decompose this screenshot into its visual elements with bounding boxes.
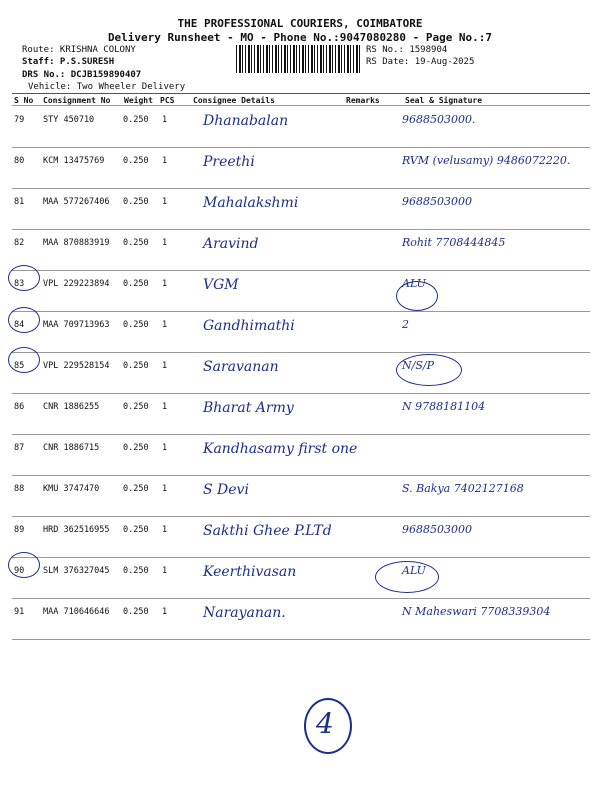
table-row bbox=[0, 271, 600, 312]
row-weight: 0.250 bbox=[123, 484, 149, 494]
row-pcs: 1 bbox=[162, 525, 168, 535]
table-row bbox=[0, 394, 600, 435]
row-weight: 0.250 bbox=[123, 607, 149, 617]
row-weight: 0.250 bbox=[123, 443, 149, 453]
col-consignment: Consignment No bbox=[43, 96, 111, 105]
row-consignment: STY 450710 bbox=[43, 115, 95, 125]
row-pcs: 1 bbox=[162, 484, 168, 494]
row-consignment: VPL 229223894 bbox=[43, 279, 110, 289]
page-mark: 4 bbox=[316, 707, 334, 740]
signature-handwriting: N Maheswari 7708339304 bbox=[402, 605, 551, 618]
stamp-circle bbox=[396, 354, 462, 386]
signature-handwriting: ALU bbox=[402, 564, 426, 577]
table-row bbox=[0, 148, 600, 189]
row-consignment: VPL 229528154 bbox=[43, 361, 110, 371]
drs-label: DRS No.: DCJB159890407 bbox=[22, 70, 142, 80]
row-pcs: 1 bbox=[162, 238, 168, 248]
row-divider bbox=[12, 639, 590, 640]
serial-circle bbox=[8, 552, 40, 578]
consignee-handwriting: Narayanan. bbox=[203, 605, 286, 621]
row-weight: 0.250 bbox=[123, 525, 149, 535]
runsheet-subtitle: Delivery Runsheet - MO - Phone No.:9047080280 - Page No.:7 bbox=[107, 31, 493, 44]
table-row bbox=[0, 189, 600, 230]
company-title: THE PROFESSIONAL COURIERS, COIMBATORE bbox=[177, 17, 423, 30]
row-sno: 88 bbox=[14, 484, 25, 494]
col-pcs: PCS bbox=[160, 96, 175, 105]
row-weight: 0.250 bbox=[123, 402, 149, 412]
row-weight: 0.250 bbox=[123, 115, 149, 125]
serial-circle bbox=[8, 265, 40, 291]
table-row bbox=[0, 599, 600, 640]
row-sno: 87 bbox=[14, 443, 25, 453]
signature-handwriting: 2 bbox=[402, 318, 409, 331]
row-pcs: 1 bbox=[162, 115, 168, 125]
stamp-circle bbox=[375, 561, 439, 593]
consignee-handwriting: Dhanabalan bbox=[203, 113, 289, 129]
signature-handwriting: N/S/P bbox=[402, 359, 434, 372]
row-weight: 0.250 bbox=[123, 566, 149, 576]
route-label: Route: KRISHNA COLONY bbox=[22, 45, 136, 55]
row-consignment: CNR 1886715 bbox=[43, 443, 100, 453]
col-remarks: Remarks bbox=[346, 96, 380, 105]
row-weight: 0.250 bbox=[123, 156, 149, 166]
consignee-handwriting: VGM bbox=[203, 277, 239, 293]
row-weight: 0.250 bbox=[123, 361, 149, 371]
row-sno: 81 bbox=[14, 197, 25, 207]
row-weight: 0.250 bbox=[123, 238, 149, 248]
row-weight: 0.250 bbox=[123, 320, 149, 330]
col-consignee: Consignee Details bbox=[193, 96, 275, 105]
consignee-handwriting: S Devi bbox=[203, 482, 249, 498]
row-pcs: 1 bbox=[162, 402, 168, 412]
consignee-handwriting: Sakthi Ghee P.LTd bbox=[203, 523, 332, 539]
table-top-rule bbox=[12, 93, 590, 94]
row-pcs: 1 bbox=[162, 279, 168, 289]
table-row bbox=[0, 312, 600, 353]
row-sno: 80 bbox=[14, 156, 25, 166]
consignee-handwriting: Gandhimathi bbox=[203, 318, 295, 334]
row-pcs: 1 bbox=[162, 443, 168, 453]
signature-handwriting: N 9788181104 bbox=[402, 400, 486, 413]
signature-handwriting: 9688503000. bbox=[402, 113, 476, 126]
signature-handwriting: 9688503000 bbox=[402, 195, 472, 208]
row-sno: 90 bbox=[14, 566, 25, 576]
row-sno: 84 bbox=[14, 320, 25, 330]
serial-circle bbox=[8, 347, 40, 373]
row-sno: 89 bbox=[14, 525, 25, 535]
rs-date: RS Date: 19-Aug-2025 bbox=[366, 57, 475, 67]
row-sno: 82 bbox=[14, 238, 25, 248]
row-consignment: MAA 710646646 bbox=[43, 607, 110, 617]
signature-handwriting: Rohit 7708444845 bbox=[402, 236, 506, 249]
table-row bbox=[0, 107, 600, 148]
signature-handwriting: ALU bbox=[402, 277, 426, 290]
row-pcs: 1 bbox=[162, 156, 168, 166]
consignee-handwriting: Kandhasamy first one bbox=[203, 441, 358, 457]
col-seal: Seal & Signature bbox=[405, 96, 483, 105]
consignee-handwriting: Bharat Army bbox=[203, 400, 294, 416]
row-sno: 85 bbox=[14, 361, 25, 371]
row-pcs: 1 bbox=[162, 197, 168, 207]
row-weight: 0.250 bbox=[123, 279, 149, 289]
stamp-circle bbox=[396, 281, 438, 311]
table-row bbox=[0, 558, 600, 599]
row-pcs: 1 bbox=[162, 607, 168, 617]
row-pcs: 1 bbox=[162, 320, 168, 330]
row-consignment: SLM 376327045 bbox=[43, 566, 110, 576]
signature-handwriting: S. Bakya 7402127168 bbox=[402, 482, 524, 495]
header-rule bbox=[12, 105, 590, 106]
row-consignment: KCM 13475769 bbox=[43, 156, 105, 166]
row-sno: 86 bbox=[14, 402, 25, 412]
table-row bbox=[0, 517, 600, 558]
consignee-handwriting: Mahalakshmi bbox=[203, 195, 299, 211]
row-consignment: CNR 1886255 bbox=[43, 402, 100, 412]
rs-number: RS No.: 1598904 bbox=[366, 45, 448, 55]
row-sno: 83 bbox=[14, 279, 25, 289]
table-row bbox=[0, 230, 600, 271]
row-sno: 91 bbox=[14, 607, 25, 617]
consignee-handwriting: Preethi bbox=[203, 154, 255, 170]
vehicle-label: Vehicle: Two Wheeler Delivery bbox=[28, 82, 186, 92]
col-weight: Weight bbox=[124, 96, 153, 105]
row-weight: 0.250 bbox=[123, 197, 149, 207]
table-row bbox=[0, 353, 600, 394]
row-consignment: KMU 3747470 bbox=[43, 484, 100, 494]
consignee-handwriting: Saravanan bbox=[203, 359, 279, 375]
consignee-handwriting: Aravind bbox=[203, 236, 259, 252]
row-consignment: MAA 870883919 bbox=[43, 238, 110, 248]
signature-handwriting: RVM (velusamy) 9486072220. bbox=[402, 154, 571, 167]
row-consignment: MAA 577267406 bbox=[43, 197, 110, 207]
staff-label: Staff: P.S.SURESH bbox=[22, 57, 115, 67]
row-pcs: 1 bbox=[162, 361, 168, 371]
consignee-handwriting: Keerthivasan bbox=[203, 564, 297, 580]
row-pcs: 1 bbox=[162, 566, 168, 576]
signature-handwriting: 9688503000 bbox=[402, 523, 472, 536]
barcode bbox=[236, 45, 362, 73]
row-consignment: HRD 362516955 bbox=[43, 525, 110, 535]
col-sno: S No bbox=[14, 96, 34, 105]
row-sno: 79 bbox=[14, 115, 25, 125]
serial-circle bbox=[8, 307, 40, 333]
table-row bbox=[0, 435, 600, 476]
table-row bbox=[0, 476, 600, 517]
row-consignment: MAA 709713963 bbox=[43, 320, 110, 330]
